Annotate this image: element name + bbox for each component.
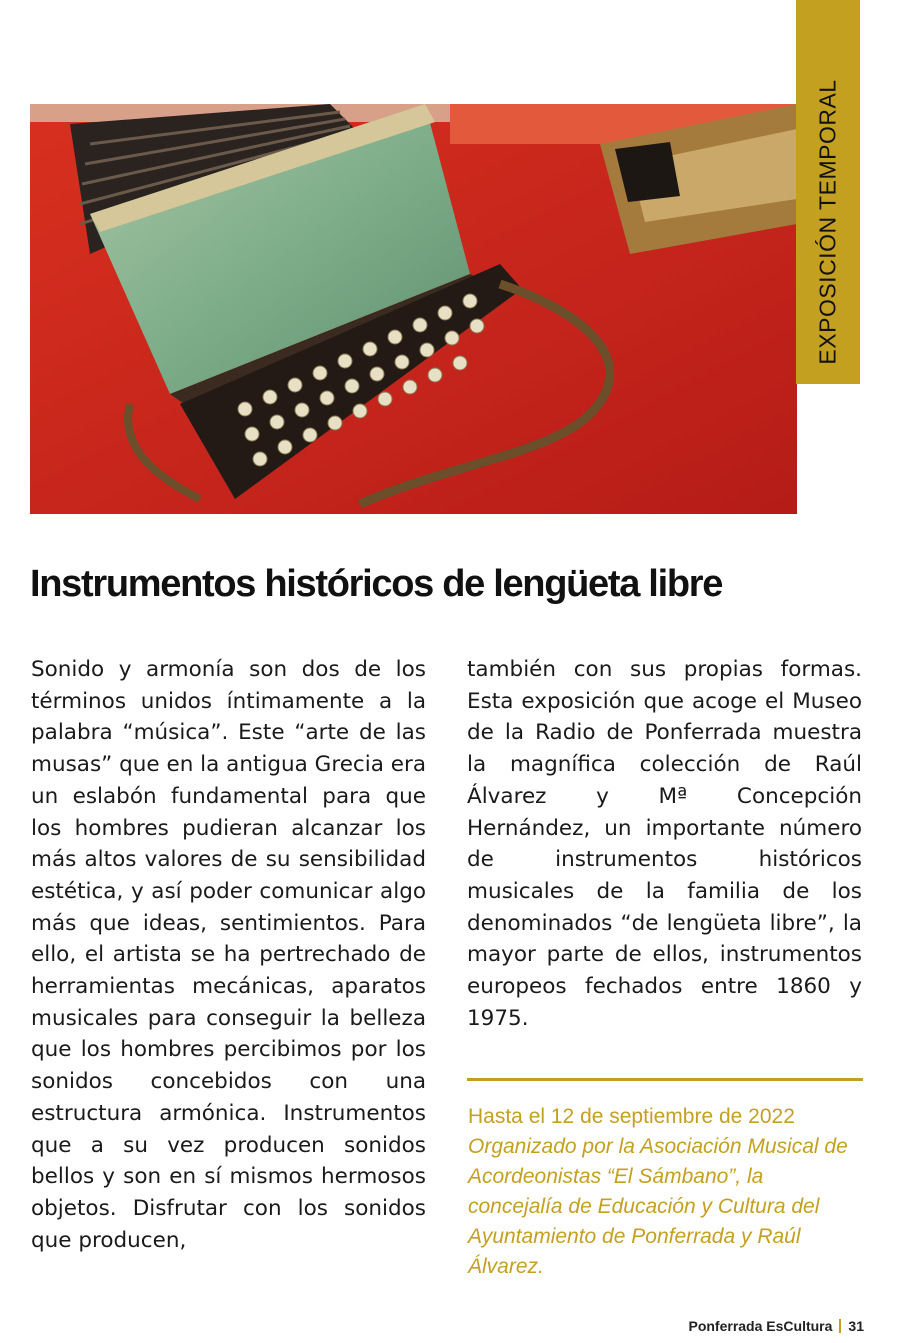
- section-label: EXPOSICIÓN TEMPORAL: [814, 79, 841, 365]
- accordion-photo: [30, 104, 797, 514]
- exhibition-info: [468, 1102, 863, 1282]
- exhibition-date: Hasta el 12 de septiembre de 2022: [468, 1105, 795, 1128]
- article-body-left: Sonido y armonía son dos de los términos unidos íntimamente a la palabra “música”. Este “arte de las musas” que en la antigua Grecia era un eslabón fundamental para que los hombres pudieran alcanzar los más altos valores de su sensibilidad estética, y así poder comunicar algo más que ideas, sentimientos. Para ello, el artista se ha pertrechado de herramientas mecánicas, aparatos musicales para conseguir la belleza que los hombres percibimos por los sonidos concebidos con una estructura armónica. Instrumentos que a su vez producen sonidos bellos y son en sí mismos hermosos objetos. Disfrutar con los sonidos que producen,: [31, 657, 426, 1253]
- page-footer: [688, 1318, 864, 1334]
- publication-name: Ponferrada EsCultura: [688, 1318, 833, 1334]
- section-tab: [796, 0, 860, 384]
- page-number: 31: [848, 1318, 864, 1334]
- info-divider: [467, 1078, 863, 1081]
- article-body-right: también con sus propias formas. Esta exposición que acoge el Museo de la Radio de Ponferrada muestra la magnífica colección de Raúl Álvarez y Mª Concepción Hernández, un importante número de instrumentos históricos musicales de la familia de los denominados “de lengüeta libre”, la mayor parte de ellos, instrumentos europeos fechados entre 1860 y 1975.: [467, 657, 862, 1031]
- exhibition-organizer: Organizado por la Asociación Musical de Acordeonistas “El Sámbano”, la concejalía de Educación y Cultura del Ayuntamiento de Ponferrada y Raúl Álvarez.: [468, 1135, 848, 1278]
- article-title: Instrumentos históricos de lengüeta libre: [30, 563, 723, 605]
- footer-separator: [839, 1319, 841, 1333]
